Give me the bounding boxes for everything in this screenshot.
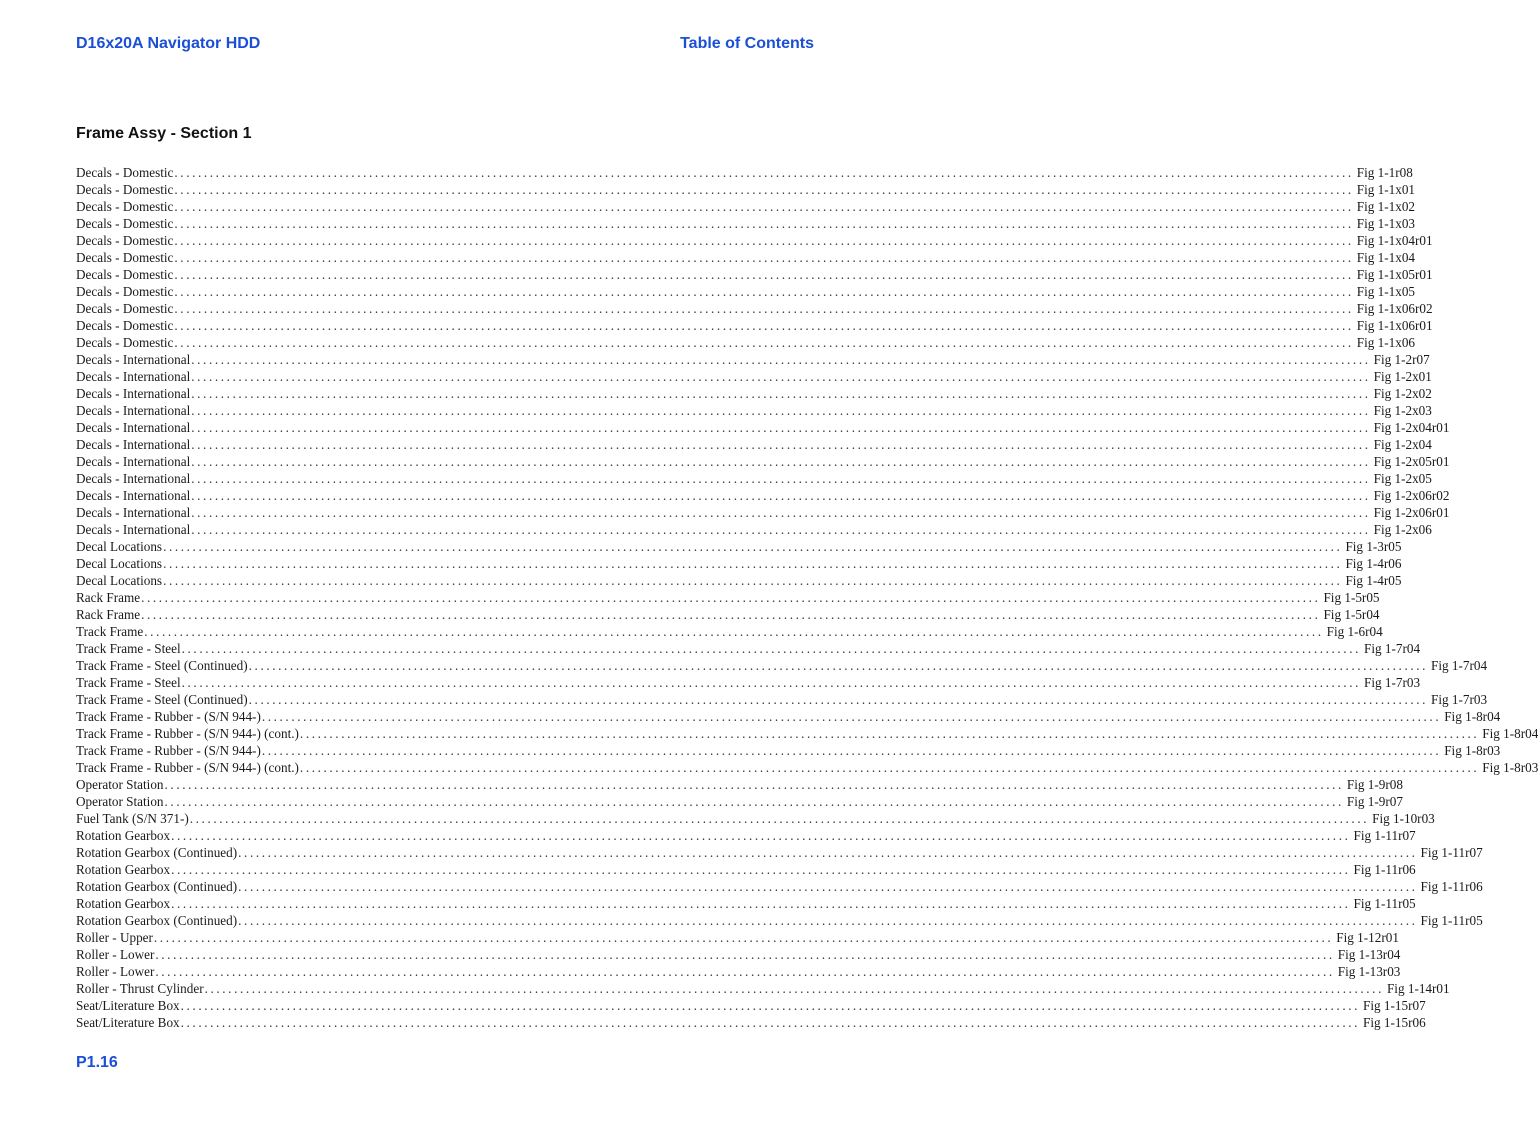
toc-header-label: Table of Contents bbox=[680, 35, 814, 52]
toc-entry-label: Decal Locations bbox=[76, 556, 163, 571]
toc-leader-dots: ........................................................................................................................................................................................................ bbox=[163, 539, 1343, 554]
toc-entry-label: Operator Station bbox=[76, 777, 164, 792]
toc-leader-dots: ........................................................................................................................................................................................................ bbox=[238, 879, 1418, 894]
toc-entry-figure: Fig 1-1r08 bbox=[1356, 165, 1413, 180]
toc-entry[interactable] bbox=[76, 963, 1401, 980]
toc-entry-figure: Fig 1-14r01 bbox=[1386, 981, 1450, 996]
toc-entry[interactable] bbox=[76, 538, 1402, 555]
toc-entry-label: Rotation Gearbox bbox=[76, 862, 171, 877]
toc-entry[interactable] bbox=[76, 300, 1433, 317]
toc-leader-dots: ........................................................................................................................................................................................................ bbox=[164, 777, 1344, 792]
toc-entry-figure: Fig 1-7r03 bbox=[1364, 675, 1421, 690]
toc-entry-label: Decals - Domestic bbox=[76, 284, 174, 299]
toc-entry[interactable] bbox=[76, 402, 1432, 419]
toc-entry-figure: Fig 1-10r03 bbox=[1372, 811, 1435, 826]
toc-entry-label: Decals - Domestic bbox=[76, 301, 174, 316]
toc-entry[interactable] bbox=[76, 487, 1450, 504]
toc-entry-figure: Fig 1-11r06 bbox=[1353, 862, 1416, 877]
toc-entry-figure: Fig 1-5r04 bbox=[1323, 607, 1380, 622]
toc-entry-figure: Fig 1-11r07 bbox=[1353, 828, 1416, 843]
toc-leader-dots: ........................................................................................................................................................................................................ bbox=[171, 896, 1351, 911]
toc-leader-dots: ........................................................................................................................................................................................................ bbox=[238, 845, 1418, 860]
toc-leader-dots: ........................................................................................................................................................................................................ bbox=[174, 250, 1354, 265]
toc-leader-dots: ........................................................................................................................................................................................................ bbox=[174, 267, 1354, 282]
toc-entry-figure: Fig 1-2x04 bbox=[1373, 437, 1432, 452]
toc-entry-figure: Fig 1-2x01 bbox=[1373, 369, 1432, 384]
toc-entry[interactable] bbox=[76, 708, 1501, 725]
toc-entry-figure: Fig 1-2x05r01 bbox=[1373, 454, 1450, 469]
toc-entry-figure: Fig 1-1x06 bbox=[1356, 335, 1416, 350]
toc-entry[interactable] bbox=[76, 759, 1538, 776]
toc-entry[interactable] bbox=[76, 521, 1432, 538]
toc-entry-figure: Fig 1-15r07 bbox=[1363, 998, 1426, 1013]
toc-leader-dots: ........................................................................................................................................................................................................ bbox=[174, 301, 1354, 316]
toc-entry-label: Seat/Literature Box bbox=[76, 1015, 180, 1030]
toc-leader-dots: ........................................................................................................................................................................................................ bbox=[141, 607, 1321, 622]
toc-leader-dots: ........................................................................................................................................................................................................ bbox=[191, 488, 1371, 503]
toc-entry[interactable] bbox=[76, 980, 1450, 997]
toc-leader-dots: ........................................................................................................................................................................................................ bbox=[191, 522, 1371, 537]
toc-entry[interactable] bbox=[76, 844, 1483, 861]
toc-entry-label: Track Frame - Steel bbox=[76, 641, 181, 656]
toc-entry-figure: Fig 1-2r07 bbox=[1373, 352, 1430, 367]
toc-entry-figure: Fig 1-1x02 bbox=[1356, 199, 1416, 214]
toc-entry-label: Operator Station bbox=[76, 794, 164, 809]
toc-entry[interactable] bbox=[76, 232, 1433, 249]
toc-leader-dots: ........................................................................................................................................................................................................ bbox=[191, 420, 1371, 435]
toc-entry[interactable] bbox=[76, 504, 1450, 521]
toc-leader-dots: ........................................................................................................................................................................................................ bbox=[141, 590, 1321, 605]
toc-entry[interactable] bbox=[76, 283, 1416, 300]
toc-entry[interactable] bbox=[76, 181, 1416, 198]
toc-leader-dots: ........................................................................................................................................................................................................ bbox=[174, 318, 1354, 333]
toc-entry[interactable] bbox=[76, 861, 1416, 878]
toc-entry-figure: Fig 1-11r06 bbox=[1420, 879, 1483, 894]
toc-entry-label: Decals - International bbox=[76, 403, 191, 418]
toc-entry-label: Roller - Thrust Cylinder bbox=[76, 981, 204, 996]
toc-entry-figure: Fig 1-8r03 bbox=[1482, 760, 1538, 775]
toc-entry-label: Decals - Domestic bbox=[76, 182, 174, 197]
toc-entry-label: Track Frame - Rubber - (S/N 944-) bbox=[76, 709, 261, 724]
toc-leader-dots: ........................................................................................................................................................................................................ bbox=[174, 284, 1354, 299]
toc-entry-label: Decals - Domestic bbox=[76, 165, 174, 180]
page-number: P1.16 bbox=[76, 1054, 118, 1071]
toc-entry[interactable] bbox=[76, 674, 1421, 691]
toc-entry-label: Track Frame - Rubber - (S/N 944-) bbox=[76, 743, 261, 758]
toc-leader-dots: ........................................................................................................................................................................................................ bbox=[153, 930, 1334, 945]
toc-entry[interactable] bbox=[76, 793, 1403, 810]
toc-entry-figure: Fig 1-7r04 bbox=[1431, 658, 1488, 673]
toc-leader-dots: ........................................................................................................................................................................................................ bbox=[191, 471, 1371, 486]
toc-leader-dots: ........................................................................................................................................................................................................ bbox=[180, 998, 1361, 1013]
toc-entry-label: Decals - International bbox=[76, 471, 191, 486]
toc-leader-dots: ........................................................................................................................................................................................................ bbox=[164, 794, 1344, 809]
toc-leader-dots: ........................................................................................................................................................................................................ bbox=[155, 964, 1335, 979]
toc-entry-label: Decals - International bbox=[76, 454, 191, 469]
toc-entry-figure: Fig 1-2x03 bbox=[1373, 403, 1432, 418]
toc-entry-figure: Fig 1-1x06r02 bbox=[1356, 301, 1433, 316]
toc-entry[interactable] bbox=[76, 572, 1402, 589]
toc-entry-figure: Fig 1-2x06r02 bbox=[1373, 488, 1450, 503]
toc-entry[interactable] bbox=[76, 164, 1413, 181]
toc-entry-figure: Fig 1-1x03 bbox=[1356, 216, 1416, 231]
toc-entry-label: Roller - Lower bbox=[76, 964, 155, 979]
toc-entry-label: Rotation Gearbox (Continued) bbox=[76, 913, 238, 928]
toc-entry[interactable] bbox=[76, 419, 1450, 436]
toc-leader-dots: ........................................................................................................................................................................................................ bbox=[191, 386, 1371, 401]
toc-entry-figure: Fig 1-7r04 bbox=[1364, 641, 1421, 656]
toc-leader-dots: ........................................................................................................................................................................................................ bbox=[174, 216, 1354, 231]
toc-entry-label: Rotation Gearbox bbox=[76, 828, 171, 843]
toc-entry-label: Decals - Domestic bbox=[76, 216, 174, 231]
toc-entry-figure: Fig 1-4r05 bbox=[1345, 573, 1402, 588]
toc-entry-figure: Fig 1-2x04r01 bbox=[1373, 420, 1450, 435]
toc-entry-label: Decals - Domestic bbox=[76, 318, 174, 333]
toc-entry-label: Rack Frame bbox=[76, 607, 141, 622]
toc-entry[interactable] bbox=[76, 470, 1432, 487]
toc-leader-dots: ........................................................................................................................................................................................................ bbox=[238, 913, 1418, 928]
toc-entry-label: Decals - International bbox=[76, 488, 191, 503]
toc-leader-dots: ........................................................................................................................................................................................................ bbox=[261, 709, 1442, 724]
toc-leader-dots: ........................................................................................................................................................................................................ bbox=[174, 233, 1354, 248]
toc-entry-figure: Fig 1-9r07 bbox=[1346, 794, 1403, 809]
toc-leader-dots: ........................................................................................................................................................................................................ bbox=[144, 624, 1324, 639]
toc-entry-figure: Fig 1-4r06 bbox=[1345, 556, 1402, 571]
toc-entry-figure: Fig 1-1x01 bbox=[1356, 182, 1416, 197]
toc-entry[interactable] bbox=[76, 725, 1538, 742]
toc-entry-label: Track Frame - Rubber - (S/N 944-) (cont.) bbox=[76, 726, 299, 741]
toc-entry[interactable] bbox=[76, 555, 1402, 572]
toc-entry-figure: Fig 1-6r04 bbox=[1326, 624, 1383, 639]
toc-leader-dots: ........................................................................................................................................................................................................ bbox=[191, 403, 1371, 418]
toc-entry-label: Rotation Gearbox bbox=[76, 896, 171, 911]
toc-entry[interactable] bbox=[76, 912, 1483, 929]
toc-leader-dots: ........................................................................................................................................................................................................ bbox=[163, 556, 1343, 571]
toc-entry-figure: Fig 1-1x05r01 bbox=[1356, 267, 1433, 282]
toc-entry-label: Track Frame bbox=[76, 624, 144, 639]
toc-list bbox=[76, 164, 1538, 1031]
toc-leader-dots: ........................................................................................................................................................................................................ bbox=[191, 505, 1371, 520]
toc-entry-figure: Fig 1-8r04 bbox=[1482, 726, 1538, 741]
toc-entry[interactable] bbox=[76, 946, 1401, 963]
toc-entry[interactable] bbox=[76, 334, 1416, 351]
toc-entry-label: Decals - Domestic bbox=[76, 267, 174, 282]
toc-entry-figure: Fig 1-2x06 bbox=[1373, 522, 1432, 537]
toc-leader-dots: ........................................................................................................................................................................................................ bbox=[181, 675, 1361, 690]
toc-entry-label: Decals - International bbox=[76, 369, 191, 384]
toc-entry[interactable] bbox=[76, 1014, 1426, 1031]
toc-entry-label: Decal Locations bbox=[76, 539, 163, 554]
toc-entry-label: Decals - International bbox=[76, 420, 191, 435]
section-title: Frame Assy - Section 1 bbox=[76, 125, 252, 142]
toc-entry-label: Track Frame - Steel (Continued) bbox=[76, 692, 248, 707]
toc-entry-figure: Fig 1-12r01 bbox=[1336, 930, 1399, 945]
toc-leader-dots: ........................................................................................................................................................................................................ bbox=[248, 692, 1429, 707]
toc-entry[interactable] bbox=[76, 198, 1416, 215]
toc-entry[interactable] bbox=[76, 776, 1403, 793]
toc-entry-label: Seat/Literature Box bbox=[76, 998, 180, 1013]
toc-entry-label: Decals - International bbox=[76, 505, 191, 520]
toc-leader-dots: ........................................................................................................................................................................................................ bbox=[191, 437, 1371, 452]
toc-entry[interactable] bbox=[76, 249, 1416, 266]
toc-entry-figure: Fig 1-7r03 bbox=[1431, 692, 1488, 707]
toc-leader-dots: ........................................................................................................................................................................................................ bbox=[299, 726, 1480, 741]
toc-leader-dots: ........................................................................................................................................................................................................ bbox=[163, 573, 1343, 588]
toc-leader-dots: ........................................................................................................................................................................................................ bbox=[181, 641, 1361, 656]
toc-entry-label: Decals - Domestic bbox=[76, 335, 174, 350]
toc-entry-figure: Fig 1-8r03 bbox=[1444, 743, 1501, 758]
toc-entry[interactable] bbox=[76, 351, 1430, 368]
toc-leader-dots: ........................................................................................................................................................................................................ bbox=[174, 182, 1354, 197]
document-title: D16x20A Navigator HDD bbox=[76, 35, 261, 52]
toc-entry-figure: Fig 1-1x04 bbox=[1356, 250, 1416, 265]
toc-leader-dots: ........................................................................................................................................................................................................ bbox=[174, 335, 1354, 350]
toc-entry-label: Track Frame - Steel (Continued) bbox=[76, 658, 248, 673]
toc-entry-figure: Fig 1-1x04r01 bbox=[1356, 233, 1433, 248]
toc-leader-dots: ........................................................................................................................................................................................................ bbox=[299, 760, 1480, 775]
toc-entry[interactable] bbox=[76, 895, 1416, 912]
toc-entry-figure: Fig 1-1x06r01 bbox=[1356, 318, 1433, 333]
toc-entry[interactable] bbox=[76, 385, 1432, 402]
toc-entry-label: Decal Locations bbox=[76, 573, 163, 588]
toc-entry-figure: Fig 1-11r07 bbox=[1420, 845, 1483, 860]
toc-entry-label: Decals - International bbox=[76, 437, 191, 452]
toc-entry[interactable] bbox=[76, 691, 1488, 708]
toc-entry[interactable] bbox=[76, 623, 1383, 640]
toc-entry-label: Rack Frame bbox=[76, 590, 141, 605]
toc-entry-label: Rotation Gearbox (Continued) bbox=[76, 879, 238, 894]
toc-entry-figure: Fig 1-15r06 bbox=[1363, 1015, 1426, 1030]
toc-entry-label: Track Frame - Rubber - (S/N 944-) (cont.) bbox=[76, 760, 299, 775]
toc-leader-dots: ........................................................................................................................................................................................................ bbox=[171, 862, 1351, 877]
toc-entry-figure: Fig 1-1x05 bbox=[1356, 284, 1416, 299]
toc-entry-label: Decals - International bbox=[76, 352, 191, 367]
toc-entry-label: Decals - Domestic bbox=[76, 199, 174, 214]
toc-entry[interactable] bbox=[76, 810, 1435, 827]
toc-entry-figure: Fig 1-2x02 bbox=[1373, 386, 1432, 401]
toc-entry-label: Decals - International bbox=[76, 386, 191, 401]
toc-entry[interactable] bbox=[76, 589, 1380, 606]
toc-entry[interactable] bbox=[76, 368, 1432, 385]
toc-entry-label: Decals - International bbox=[76, 522, 191, 537]
toc-entry-figure: Fig 1-11r05 bbox=[1353, 896, 1416, 911]
toc-leader-dots: ........................................................................................................................................................................................................ bbox=[171, 828, 1351, 843]
toc-entry[interactable] bbox=[76, 317, 1433, 334]
toc-entry[interactable] bbox=[76, 929, 1399, 946]
toc-entry-figure: Fig 1-2x05 bbox=[1373, 471, 1432, 486]
toc-entry-figure: Fig 1-13r04 bbox=[1337, 947, 1401, 962]
toc-entry[interactable] bbox=[76, 997, 1426, 1014]
toc-entry-figure: Fig 1-3r05 bbox=[1345, 539, 1402, 554]
toc-entry-figure: Fig 1-11r05 bbox=[1420, 913, 1483, 928]
toc-leader-dots: ........................................................................................................................................................................................................ bbox=[174, 165, 1354, 180]
toc-entry-label: Roller - Lower bbox=[76, 947, 155, 962]
toc-leader-dots: ........................................................................................................................................................................................................ bbox=[248, 658, 1429, 673]
toc-entry[interactable] bbox=[76, 827, 1416, 844]
toc-leader-dots: ........................................................................................................................................................................................................ bbox=[174, 199, 1354, 214]
toc-entry[interactable] bbox=[76, 878, 1483, 895]
toc-entry-label: Rotation Gearbox (Continued) bbox=[76, 845, 238, 860]
toc-entry[interactable] bbox=[76, 606, 1380, 623]
toc-entry[interactable] bbox=[76, 453, 1450, 470]
toc-entry[interactable] bbox=[76, 215, 1416, 232]
toc-entry[interactable] bbox=[76, 657, 1488, 674]
toc-entry-label: Roller - Upper bbox=[76, 930, 153, 945]
toc-leader-dots: ........................................................................................................................................................................................................ bbox=[191, 352, 1371, 367]
toc-leader-dots: ........................................................................................................................................................................................................ bbox=[155, 947, 1335, 962]
toc-entry-figure: Fig 1-8r04 bbox=[1444, 709, 1501, 724]
toc-leader-dots: ........................................................................................................................................................................................................ bbox=[191, 454, 1371, 469]
toc-leader-dots: ........................................................................................................................................................................................................ bbox=[191, 369, 1371, 384]
toc-entry[interactable] bbox=[76, 266, 1433, 283]
toc-entry-label: Decals - Domestic bbox=[76, 250, 174, 265]
toc-entry[interactable] bbox=[76, 640, 1421, 657]
toc-entry-label: Decals - Domestic bbox=[76, 233, 174, 248]
toc-entry[interactable] bbox=[76, 742, 1501, 759]
toc-entry-figure: Fig 1-13r03 bbox=[1337, 964, 1401, 979]
toc-entry[interactable] bbox=[76, 436, 1432, 453]
toc-leader-dots: ........................................................................................................................................................................................................ bbox=[204, 981, 1384, 996]
toc-entry-label: Track Frame - Steel bbox=[76, 675, 181, 690]
toc-leader-dots: ........................................................................................................................................................................................................ bbox=[261, 743, 1442, 758]
toc-entry-figure: Fig 1-5r05 bbox=[1323, 590, 1380, 605]
toc-leader-dots: ........................................................................................................................................................................................................ bbox=[189, 811, 1370, 826]
toc-entry-figure: Fig 1-2x06r01 bbox=[1373, 505, 1450, 520]
toc-entry-label: Fuel Tank (S/N 371-) bbox=[76, 811, 189, 826]
toc-entry-figure: Fig 1-9r08 bbox=[1346, 777, 1403, 792]
toc-leader-dots: ........................................................................................................................................................................................................ bbox=[180, 1015, 1361, 1030]
